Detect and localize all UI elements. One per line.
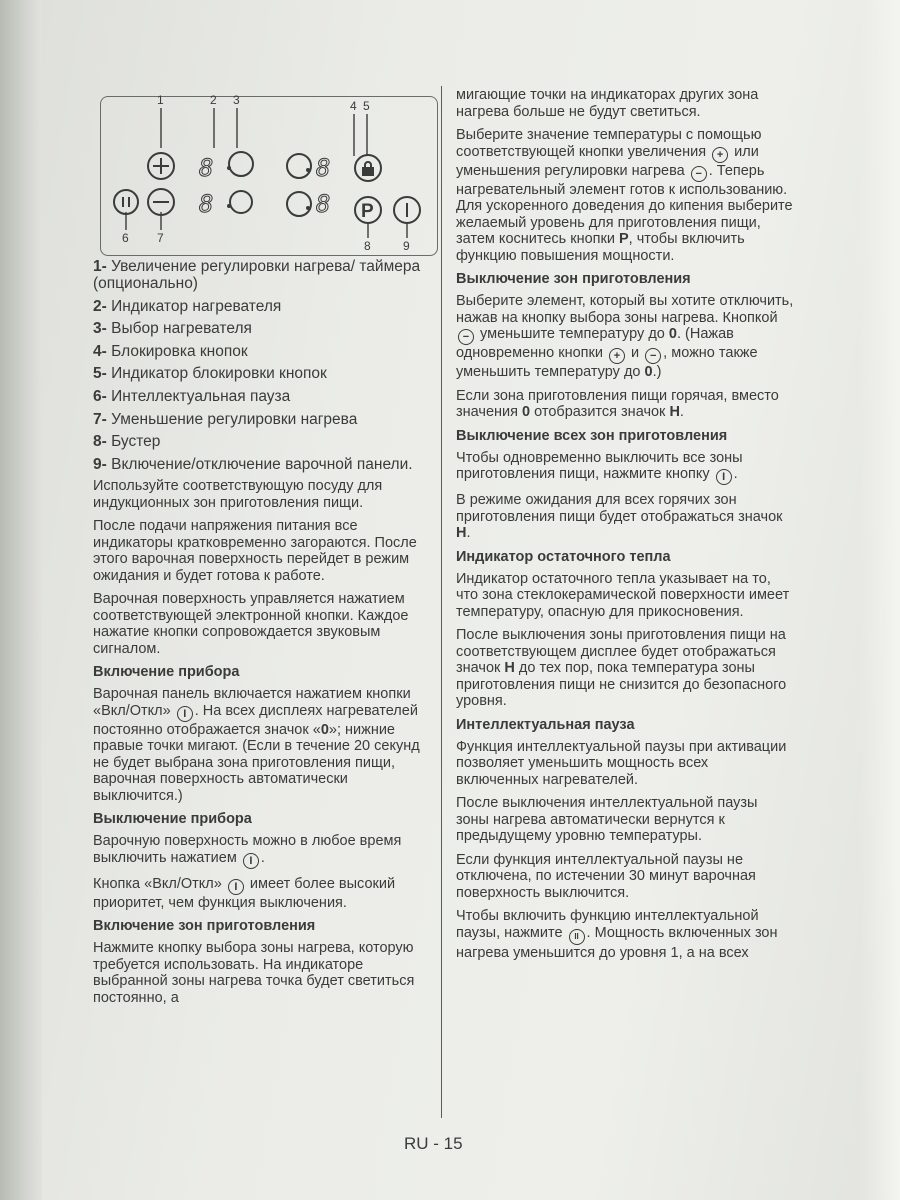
- paragraph: После выключения интеллектуальной паузы зоны нагрева автоматически вернутся к предыдущему уровню температуры.: [456, 795, 758, 844]
- legend-item: 5- Индикатор блокировки кнопок: [93, 365, 327, 383]
- minus-icon: −: [458, 329, 474, 345]
- legend-item: 1- Увеличение регулировки нагрева/ таймера (опционально): [93, 258, 421, 292]
- label-2: 2: [210, 93, 217, 107]
- power-icon: I: [177, 706, 193, 722]
- power-icon: I: [228, 879, 244, 895]
- label-4: 4: [350, 99, 357, 113]
- paragraph: Варочная панель включается нажатием кнопки «Вкл/Откл» I . На всех дисплеях нагревателей постоянно отображается значок «0»; нижние правые точки мигают. (Если в течение 20 секунд не будет выбрана зона приготовления пищи, варочная поверхность автоматически выключится.): [93, 686, 420, 804]
- heading-smart-pause: Интеллектуальная пауза: [456, 716, 635, 733]
- paragraph: Используйте соответствующую посуду для индукционных зон приготовления пищи.: [93, 478, 383, 511]
- display-digit: 8: [316, 154, 331, 182]
- display-digit: 8: [199, 190, 214, 218]
- paragraph: После выключения зоны приготовления пищи на соответствующем дисплее будет отображаться значок H до тех пор, пока температура зоны приготовления пищи не снизится до безопасного уровня.: [456, 627, 787, 709]
- legend-list: [93, 258, 433, 473]
- heading-zones-off: Выключение зон приготовления: [456, 271, 691, 287]
- paragraph: Если функция интеллектуальной паузы не отключена, по истечении 30 минут варочная поверхность выключится.: [456, 851, 756, 901]
- label-8: 8: [364, 239, 371, 253]
- paragraph: Чтобы одновременно выключить все зоны приготовления пищи, нажмите кнопку I .: [456, 449, 743, 483]
- legend-item: 7- Уменьшение регулировки нагрева: [93, 410, 358, 428]
- paragraph: Если зона приготовления пищи горячая, вместо значения 0 отобразится значок H.: [456, 387, 779, 420]
- label-9: 9: [403, 239, 410, 253]
- right-column: [456, 87, 794, 968]
- heading-all-off: Выключение всех зон приготовления: [456, 427, 728, 444]
- paragraph: Чтобы включить функцию интеллектуальной паузы, нажмите II . Мощность включенных зон нагрева уменьшится до уровня 1, а на всех: [456, 908, 778, 961]
- legend-item: 2- Индикатор нагревателя: [93, 297, 282, 315]
- legend-item: 9- Включение/отключение варочной панели.: [93, 455, 413, 473]
- label-3: 3: [233, 93, 240, 107]
- plus-icon: [148, 153, 174, 179]
- paragraph: В режиме ожидания для всех горячих зон приготовления пищи будет отображаться значок H.: [456, 492, 783, 541]
- power-icon: I: [716, 469, 732, 485]
- paragraph: Выберите элемент, который вы хотите отключить, нажав на кнопку выбора зоны нагрева. Кнопкой − уменьшите температуру до 0. (Нажав одновременно кнопки + и − , можно также уменьшить температуру до 0.): [456, 293, 794, 380]
- label-6: 6: [122, 231, 129, 245]
- pause-icon: [114, 190, 138, 214]
- paragraph: Выберите значение температуры с помощью соответствующей кнопки увеличения + или уменьшения регулировки нагрева − . Теперь нагревательный элемент готов к использованию. Для ускоренного доведения до кипения выберите желаемый уровень для приготовления пищи, затем коснитесь кнопки P, чтобы включить функцию повышения мощности.: [456, 127, 793, 264]
- control-panel-svg: [95, 86, 445, 256]
- paragraph: Функция интеллектуальной паузы при активации позволяет уменьшить мощность всех включенных нагревателей.: [456, 738, 787, 788]
- minus-icon: −: [691, 166, 707, 182]
- label-7: 7: [157, 231, 164, 245]
- paragraph: Варочную поверхность можно в любое время выключить нажатием I .: [93, 833, 402, 867]
- lock-icon: [355, 155, 381, 181]
- booster-icon: [355, 197, 381, 223]
- left-column: [93, 258, 433, 1013]
- power-icon: I: [243, 853, 259, 869]
- paragraph: После подачи напряжения питания все индикаторы кратковременно загораются. После этого варочная поверхность перейдет в режим ожидания и будет готова к работе.: [93, 518, 417, 584]
- minus-icon: −: [645, 348, 661, 364]
- legend-item: 3- Выбор нагревателя: [93, 320, 252, 338]
- paragraph: Варочная поверхность управляется нажатием соответствующей электронной кнопки. Каждое нажатие кнопки сопровождается звуковым сигналом.: [93, 591, 409, 657]
- heading-residual-heat: Индикатор остаточного тепла: [456, 548, 671, 565]
- label-5: 5: [363, 99, 370, 113]
- power-icon: [394, 197, 420, 223]
- legend-item: 4- Блокировка кнопок: [93, 342, 248, 360]
- plus-icon: +: [609, 348, 625, 364]
- paragraph: Нажмите кнопку выбора зоны нагрева, которую требуется использовать. На индикаторе выбранной зоны нагрева точка будет светиться постоянно, а: [93, 940, 415, 1006]
- pause-icon: II: [569, 929, 585, 945]
- label-1: 1: [157, 93, 164, 107]
- legend-item: 6- Интеллектуальная пауза: [93, 387, 291, 405]
- minus-icon: [148, 189, 174, 215]
- svg-text:P: P: [361, 201, 374, 222]
- zone-select-icon: [229, 152, 311, 216]
- display-digit: 8: [316, 190, 331, 218]
- book-spine: [0, 0, 48, 1200]
- heading-zones-on: Включение зон приготовления: [93, 918, 316, 935]
- legend-item: 8- Бустер: [93, 433, 161, 451]
- paragraph: Индикатор остаточного тепла указывает на то, что зона стеклокерамической поверхности имеет температуру, опасную для прикосновения.: [456, 570, 790, 620]
- plus-icon: +: [712, 147, 728, 163]
- heading-power-on: Включение прибора: [93, 664, 240, 681]
- page-number: RU - 15: [404, 1134, 463, 1153]
- paragraph: мигающие точки на индикаторах других зона нагрева больше не будут светиться.: [456, 87, 759, 120]
- heading-power-off: Выключение прибора: [93, 811, 252, 828]
- display-digit: 8: [199, 154, 214, 182]
- paragraph: Кнопка «Вкл/Откл» I имеет более высокий приоритет, чем функция выключения.: [93, 875, 396, 911]
